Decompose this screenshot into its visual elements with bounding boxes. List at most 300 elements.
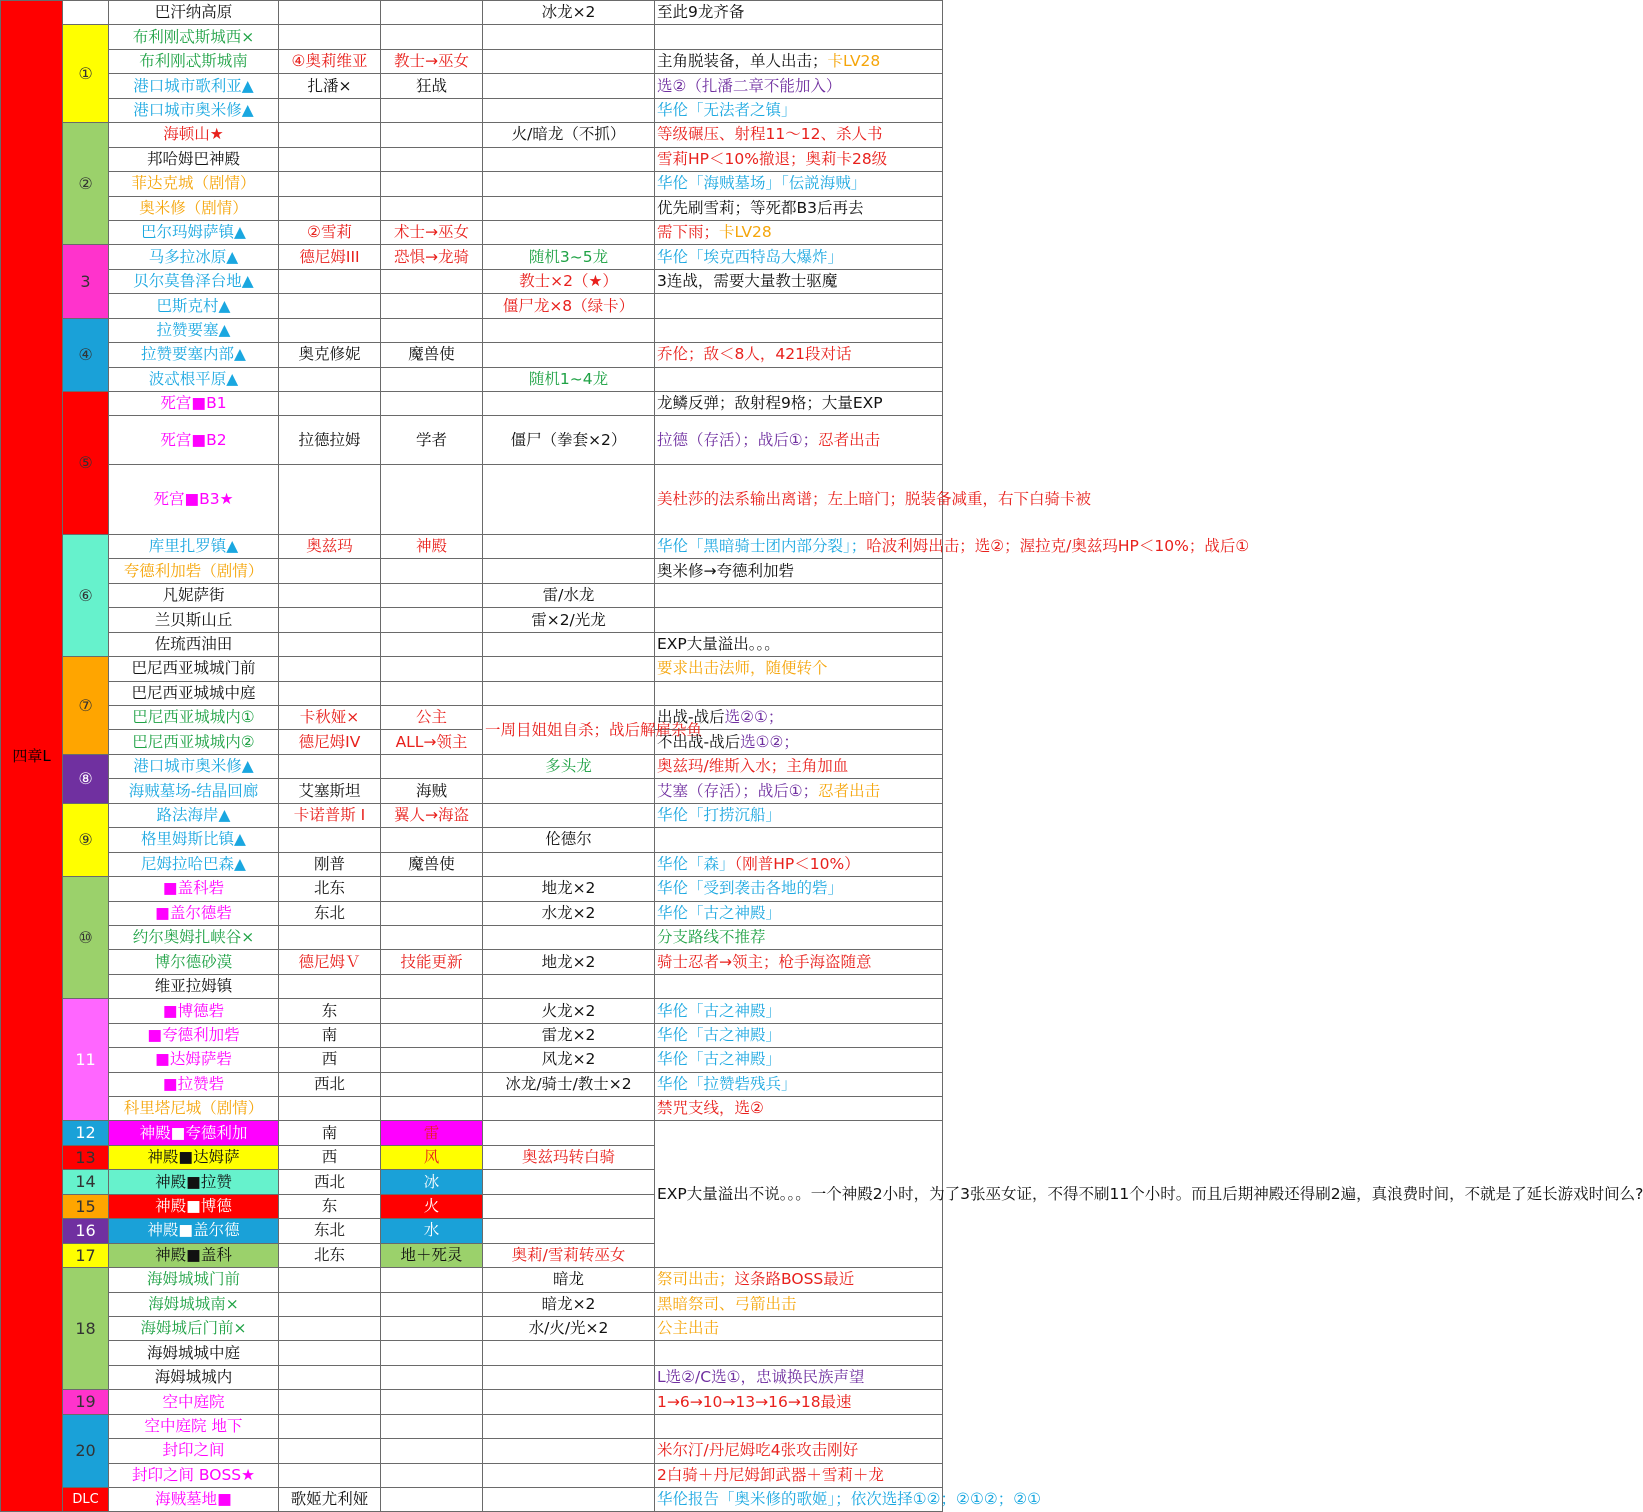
dragon-cell [483, 465, 655, 535]
dragon-cell [483, 172, 655, 196]
job-cell: ALL→领主 [381, 730, 483, 754]
unit-cell: 德尼姆III [279, 245, 381, 269]
dragon-cell: 一周目姐姐自杀；战后解雇杂鱼 [483, 706, 655, 755]
note-cell [655, 974, 943, 998]
dragon-cell [483, 1194, 655, 1218]
table-row [1, 632, 943, 656]
stage-number: 14 [63, 1170, 109, 1194]
job-cell [381, 465, 483, 535]
unit-cell: 艾塞斯坦 [279, 779, 381, 803]
note-cell [655, 681, 943, 705]
note-segment: 忍者出击 [818, 781, 881, 800]
location-cell: 尼姆拉哈巴森▲ [109, 852, 279, 876]
unit-cell: 奥克修妮 [279, 343, 381, 367]
location-cell: 佐琉西油田 [109, 632, 279, 656]
dragon-cell [483, 1219, 655, 1243]
note-cell: 乔伦；敌＜8人，421段对话 [655, 343, 943, 367]
unit-cell [279, 1268, 381, 1292]
job-cell [381, 1414, 483, 1438]
unit-cell: 歌姬尤利娅 [279, 1488, 381, 1512]
job-cell [381, 1268, 483, 1292]
dragon-cell [483, 803, 655, 827]
table-row [1, 950, 943, 974]
dragon-cell: 僵尸（拳套×2） [483, 416, 655, 465]
table-row [1, 1292, 943, 1316]
job-cell [381, 657, 483, 681]
location-cell: 格里姆斯比镇▲ [109, 828, 279, 852]
job-cell [381, 1439, 483, 1463]
location-cell: 封印之间 BOSS★ [109, 1463, 279, 1487]
location-cell: 空中庭院 地下 [109, 1414, 279, 1438]
dragon-cell [483, 147, 655, 171]
dragon-cell: 火/暗龙（不抓） [483, 123, 655, 147]
dragon-cell [655, 730, 943, 754]
stage-number: 13 [63, 1145, 109, 1169]
dragon-cell [483, 98, 655, 122]
job-cell [381, 901, 483, 925]
dragon-cell: 雷/水龙 [483, 583, 655, 607]
dragon-cell: 奥莉/雪莉转巫女 [483, 1243, 655, 1267]
unit-cell: 西 [279, 1145, 381, 1169]
note-segment: 选①②； [740, 732, 799, 751]
job-cell: 雷 [381, 1121, 483, 1145]
dragon-cell [483, 1439, 655, 1463]
unit-cell [279, 828, 381, 852]
location-cell: ■盖尔德砦 [109, 901, 279, 925]
dragon-cell [483, 1390, 655, 1414]
note-cell [655, 534, 1250, 558]
stage-number: 17 [63, 1243, 109, 1267]
table-row [1, 1365, 943, 1389]
dragon-cell [483, 1463, 655, 1487]
table-row [1, 1414, 943, 1438]
job-cell [381, 1048, 483, 1072]
job-cell: 术士→巫女 [381, 220, 483, 244]
note-segment: 不出战-战后 [657, 732, 741, 751]
note-cell [655, 706, 943, 730]
job-cell [381, 1316, 483, 1340]
note-cell [655, 1268, 943, 1292]
stage-number: 12 [63, 1121, 109, 1145]
location-cell: 死宫■B3★ [109, 465, 279, 535]
stage-number: ⑦ [63, 657, 109, 755]
dragon-cell: 冰龙×2 [483, 1, 655, 25]
note-cell: 华伦「无法者之镇」 [655, 98, 943, 122]
unit-cell [279, 1097, 381, 1121]
note-cell [655, 416, 943, 465]
location-cell: 菲达克城（剧情） [109, 172, 279, 196]
location-cell: 海姆城城门前 [109, 1268, 279, 1292]
location-cell: 巴尼西亚城城中庭 [109, 681, 279, 705]
unit-cell: ④奥莉维亚 [279, 49, 381, 73]
unit-cell: 北东 [279, 1243, 381, 1267]
note-cell: 骑士忍者→领主；枪手海盗随意 [655, 950, 943, 974]
note-cell: 1→6→10→13→16→18最速 [655, 1390, 943, 1414]
job-cell: 翼人→海盗 [381, 803, 483, 827]
job-cell: 教士→巫女 [381, 49, 483, 73]
dragon-cell: 随机1~4龙 [483, 367, 655, 391]
table-row [1, 559, 943, 583]
unit-cell: 西 [279, 1048, 381, 1072]
dragon-cell: 冰龙/骑士/教士×2 [483, 1072, 655, 1096]
job-cell [381, 999, 483, 1023]
note-cell: 华伦「埃克西特岛大爆炸」 [655, 245, 943, 269]
dragon-cell: 随机3~5龙 [483, 245, 655, 269]
note-segment: （刚普HP＜10%） [734, 854, 860, 873]
note-segment: 祭司出击； [657, 1270, 735, 1289]
unit-cell: 扎潘× [279, 74, 381, 98]
location-cell: 海姆城城中庭 [109, 1341, 279, 1365]
dragon-cell [483, 559, 655, 583]
unit-cell: 德尼姆Ｖ [279, 950, 381, 974]
unit-cell: 西北 [279, 1072, 381, 1096]
unit-cell: 西北 [279, 1170, 381, 1194]
location-cell: 博尔德砂漠 [109, 950, 279, 974]
unit-cell: 南 [279, 1121, 381, 1145]
dragon-cell [483, 1170, 655, 1194]
unit-cell: 拉德拉姆 [279, 416, 381, 465]
job-cell [381, 1097, 483, 1121]
note-cell: 黑暗祭司、弓箭出击 [655, 1292, 943, 1316]
table-row [1, 416, 943, 465]
job-cell [381, 681, 483, 705]
stage-number: ⑨ [63, 803, 109, 876]
location-cell: 约尔奥姆扎峡谷× [109, 925, 279, 949]
job-cell: 火 [381, 1194, 483, 1218]
location-cell: 邦哈姆巴神殿 [109, 147, 279, 171]
stage-number: 11 [63, 999, 109, 1121]
table-row [1, 828, 943, 852]
table-row [1, 220, 943, 244]
job-cell: 魔兽使 [381, 852, 483, 876]
strategy-table-body [1, 1, 1643, 1512]
dragon-cell [483, 74, 655, 98]
location-cell: 神殿■博德 [109, 1194, 279, 1218]
job-cell [381, 123, 483, 147]
table-row [1, 74, 943, 98]
note-cell [655, 49, 943, 73]
note-cell: 优先刷雪莉；等死都B3后再去 [655, 196, 943, 220]
unit-cell [279, 172, 381, 196]
table-row [1, 779, 943, 803]
unit-cell [279, 392, 381, 416]
note-segment: 艾塞（存活）；战后①； [657, 781, 819, 800]
note-cell: 米尔汀/丹尼姆吃4张攻击刚好 [655, 1439, 943, 1463]
note-cell: EXP大量溢出不说。。。一个神殿2小时，为了3张巫女证，不得不刷11个小时。而且后期神殿还得刷2遍，真浪费时间，不就是了延长游戏时间么? [655, 1121, 943, 1268]
location-cell: 库里扎罗镇▲ [109, 534, 279, 558]
unit-cell [279, 681, 381, 705]
note-segment: 卡LV28 [719, 223, 772, 242]
note-cell: EXP大量溢出。。。 [655, 632, 943, 656]
note-cell: 分支路线不推荐 [655, 925, 943, 949]
stage-number: DLC [63, 1488, 109, 1512]
unit-cell [279, 1439, 381, 1463]
location-cell: ■盖科砦 [109, 877, 279, 901]
unit-cell: 东北 [279, 901, 381, 925]
location-cell: 拉赞要塞▲ [109, 318, 279, 342]
note-cell: L选②/C选①，忠诚换民族声望 [655, 1365, 943, 1389]
dragon-cell [483, 392, 655, 416]
job-cell: 恐惧→龙骑 [381, 245, 483, 269]
dragon-cell [483, 318, 655, 342]
location-cell: 巴尼西亚城城内① [109, 706, 279, 730]
table-row [1, 999, 943, 1023]
location-cell: ■达姆萨砦 [109, 1048, 279, 1072]
job-cell [381, 98, 483, 122]
table-row [1, 245, 943, 269]
location-cell: 港口城市奥米修▲ [109, 754, 279, 778]
job-cell [381, 1390, 483, 1414]
unit-cell [279, 25, 381, 49]
table-row [1, 1097, 943, 1121]
unit-cell [279, 1463, 381, 1487]
job-cell [381, 318, 483, 342]
note-segment: 华伦「黑暗骑士团内部分裂」； [657, 537, 867, 556]
dragon-cell [483, 1121, 655, 1145]
table-row [1, 608, 943, 632]
dragon-cell [483, 1414, 655, 1438]
table-row [1, 172, 943, 196]
note-cell [655, 583, 943, 607]
dragon-cell [483, 220, 655, 244]
unit-cell [279, 657, 381, 681]
unit-cell: 德尼姆IV [279, 730, 381, 754]
table-row [1, 1048, 943, 1072]
location-cell: 巴尼西亚城城内② [109, 730, 279, 754]
location-cell: ■夸德利加砦 [109, 1023, 279, 1047]
dragon-cell [483, 779, 655, 803]
location-cell: 神殿■盖科 [109, 1243, 279, 1267]
dragon-cell: 暗龙×2 [483, 1292, 655, 1316]
note-cell [655, 220, 943, 244]
unit-cell [279, 1, 381, 25]
location-cell: 死宫■B1 [109, 392, 279, 416]
dragon-cell: 雷龙×2 [483, 1023, 655, 1047]
location-cell: 空中庭院 [109, 1390, 279, 1414]
location-cell: 海姆城城南× [109, 1292, 279, 1316]
dragon-cell: 风龙×2 [483, 1048, 655, 1072]
dragon-cell [483, 196, 655, 220]
location-cell: 巴斯克村▲ [109, 294, 279, 318]
job-cell [381, 559, 483, 583]
note-segment: 哈波利姆出击；选②；渥拉克/奥兹玛HP＜10%；战后① [866, 537, 1250, 556]
table-row [1, 465, 943, 535]
note-cell [655, 852, 943, 876]
note-segment: 拉德（存活）；战后①； [657, 430, 819, 449]
location-cell: 兰贝斯山丘 [109, 608, 279, 632]
location-cell: 巴汗纳高原 [109, 1, 279, 25]
dragon-cell [483, 852, 655, 876]
table-row [1, 367, 943, 391]
unit-cell: 南 [279, 1023, 381, 1047]
dragon-cell: 奥兹玛转白骑 [483, 1145, 655, 1169]
table-row [1, 1121, 943, 1145]
note-cell: 奥兹玛/维斯入水；主角加血 [655, 754, 943, 778]
note-cell: 华伦「打捞沉船」 [655, 803, 943, 827]
note-cell: 公主出击 [655, 1316, 943, 1340]
stage-number: ⑤ [63, 392, 109, 535]
table-row [1, 49, 943, 73]
unit-cell [279, 1292, 381, 1316]
dragon-cell: 水龙×2 [483, 901, 655, 925]
location-cell: 维亚拉姆镇 [109, 974, 279, 998]
note-segment: 忍者出击 [818, 430, 881, 449]
table-row [1, 657, 943, 681]
unit-cell: 北东 [279, 877, 381, 901]
dragon-cell [483, 1365, 655, 1389]
table-row [1, 98, 943, 122]
dragon-cell: 僵尸龙×8（绿卡） [483, 294, 655, 318]
table-row [1, 877, 943, 901]
table-row [1, 1, 943, 25]
unit-cell [279, 367, 381, 391]
job-cell: 水 [381, 1219, 483, 1243]
table-row [1, 392, 943, 416]
job-cell [381, 754, 483, 778]
table-row [1, 147, 943, 171]
job-cell: 风 [381, 1145, 483, 1169]
table-row [1, 583, 943, 607]
job-cell [381, 583, 483, 607]
note-cell: 2白骑＋丹尼姆卸武器＋雪莉＋龙 [655, 1463, 943, 1487]
unit-cell [279, 196, 381, 220]
location-cell: 夸德利加砦（剧情） [109, 559, 279, 583]
job-cell: 地＋死灵 [381, 1243, 483, 1267]
job-cell [381, 608, 483, 632]
note-cell: 至此9龙齐备 [655, 1, 943, 25]
spacer-cell [63, 1, 109, 25]
note-cell [655, 318, 943, 342]
dragon-cell [483, 49, 655, 73]
dragon-cell [483, 657, 655, 681]
note-segment: 主角脱装备，单人出击； [657, 52, 828, 71]
job-cell [381, 269, 483, 293]
table-row [1, 974, 943, 998]
chapter-label: 四章L [1, 1, 63, 1512]
job-cell [381, 828, 483, 852]
job-cell [381, 877, 483, 901]
unit-cell: 卡诺普斯 I [279, 803, 381, 827]
location-cell: 布利刚忒斯城西× [109, 25, 279, 49]
note-segment: 华伦「森」 [657, 854, 735, 873]
note-segment: 选②①； [724, 708, 784, 727]
location-cell: 神殿■夸德利加 [109, 1121, 279, 1145]
table-row [1, 534, 943, 558]
note-cell [655, 294, 943, 318]
unit-cell [279, 1414, 381, 1438]
table-row [1, 1463, 943, 1487]
dragon-cell: 地龙×2 [483, 950, 655, 974]
location-cell: 神殿■达姆萨 [109, 1145, 279, 1169]
note-cell: 华伦报告「奥米修的歌姬」；依次选择①②；②①②；②① [655, 1488, 943, 1512]
job-cell: 公主 [381, 706, 483, 730]
table-row [1, 681, 943, 705]
unit-cell [279, 754, 381, 778]
stage-number: ① [63, 25, 109, 123]
stage-number: 3 [63, 245, 109, 318]
location-cell: 海贼墓地■ [109, 1488, 279, 1512]
location-cell: 港口城市歌利亚▲ [109, 74, 279, 98]
unit-cell: 东 [279, 999, 381, 1023]
note-cell: 雪莉HP＜10%撤退；奥莉卡28级 [655, 147, 943, 171]
job-cell [381, 1488, 483, 1512]
dragon-cell [483, 1488, 655, 1512]
location-cell: 神殿■盖尔德 [109, 1219, 279, 1243]
table-row [1, 1072, 943, 1096]
job-cell [381, 196, 483, 220]
job-cell [381, 974, 483, 998]
note-segment: 出战-战后 [657, 708, 725, 727]
note-cell: 等级碾压、射程11～12、杀人书 [655, 123, 943, 147]
note-cell: 选②（扎潘二章不能加入） [655, 74, 943, 98]
location-cell: 封印之间 [109, 1439, 279, 1463]
note-cell: 华伦「古之神殿」 [655, 901, 943, 925]
dragon-cell [483, 1097, 655, 1121]
location-cell: 拉赞要塞内部▲ [109, 343, 279, 367]
job-cell [381, 1, 483, 25]
note-cell [655, 1341, 943, 1365]
job-cell: 海贼 [381, 779, 483, 803]
unit-cell [279, 123, 381, 147]
location-cell: 奥米修（剧情） [109, 196, 279, 220]
dragon-cell [483, 974, 655, 998]
unit-cell [279, 1365, 381, 1389]
table-row [1, 1268, 943, 1292]
note-cell: 华伦「海贼墓场」「伝説海贼」 [655, 172, 943, 196]
dragon-cell [483, 681, 655, 705]
job-cell [381, 367, 483, 391]
table-row [1, 706, 943, 730]
stage-number: 19 [63, 1390, 109, 1414]
unit-cell [279, 147, 381, 171]
job-cell [381, 1292, 483, 1316]
unit-cell [279, 632, 381, 656]
unit-cell: ②雪莉 [279, 220, 381, 244]
location-cell: 波忒根平原▲ [109, 367, 279, 391]
unit-cell [279, 608, 381, 632]
unit-cell: 卡秋娅× [279, 706, 381, 730]
location-cell: ■拉赞砦 [109, 1072, 279, 1096]
stage-number: ⑥ [63, 534, 109, 656]
location-cell: 海姆城城内 [109, 1365, 279, 1389]
location-cell: 巴尼西亚城城门前 [109, 657, 279, 681]
table-row [1, 1316, 943, 1340]
location-cell: 海姆城后门前× [109, 1316, 279, 1340]
job-cell: 神殿 [381, 534, 483, 558]
unit-cell [279, 269, 381, 293]
table-row [1, 25, 943, 49]
job-cell [381, 925, 483, 949]
stage-number: ⑩ [63, 877, 109, 999]
location-cell: 巴尔玛姆萨镇▲ [109, 220, 279, 244]
table-row [1, 730, 943, 754]
job-cell [381, 1341, 483, 1365]
job-cell [381, 172, 483, 196]
table-row [1, 123, 943, 147]
job-cell [381, 147, 483, 171]
table-row [1, 925, 943, 949]
job-cell [381, 1365, 483, 1389]
stage-number: 18 [63, 1268, 109, 1390]
note-cell [655, 1414, 943, 1438]
unit-cell: 奥兹玛 [279, 534, 381, 558]
stage-number: ④ [63, 318, 109, 391]
table-row [1, 1390, 943, 1414]
note-segment: 需下雨； [657, 223, 720, 242]
unit-cell [279, 98, 381, 122]
table-row [1, 1439, 943, 1463]
job-cell [381, 1463, 483, 1487]
